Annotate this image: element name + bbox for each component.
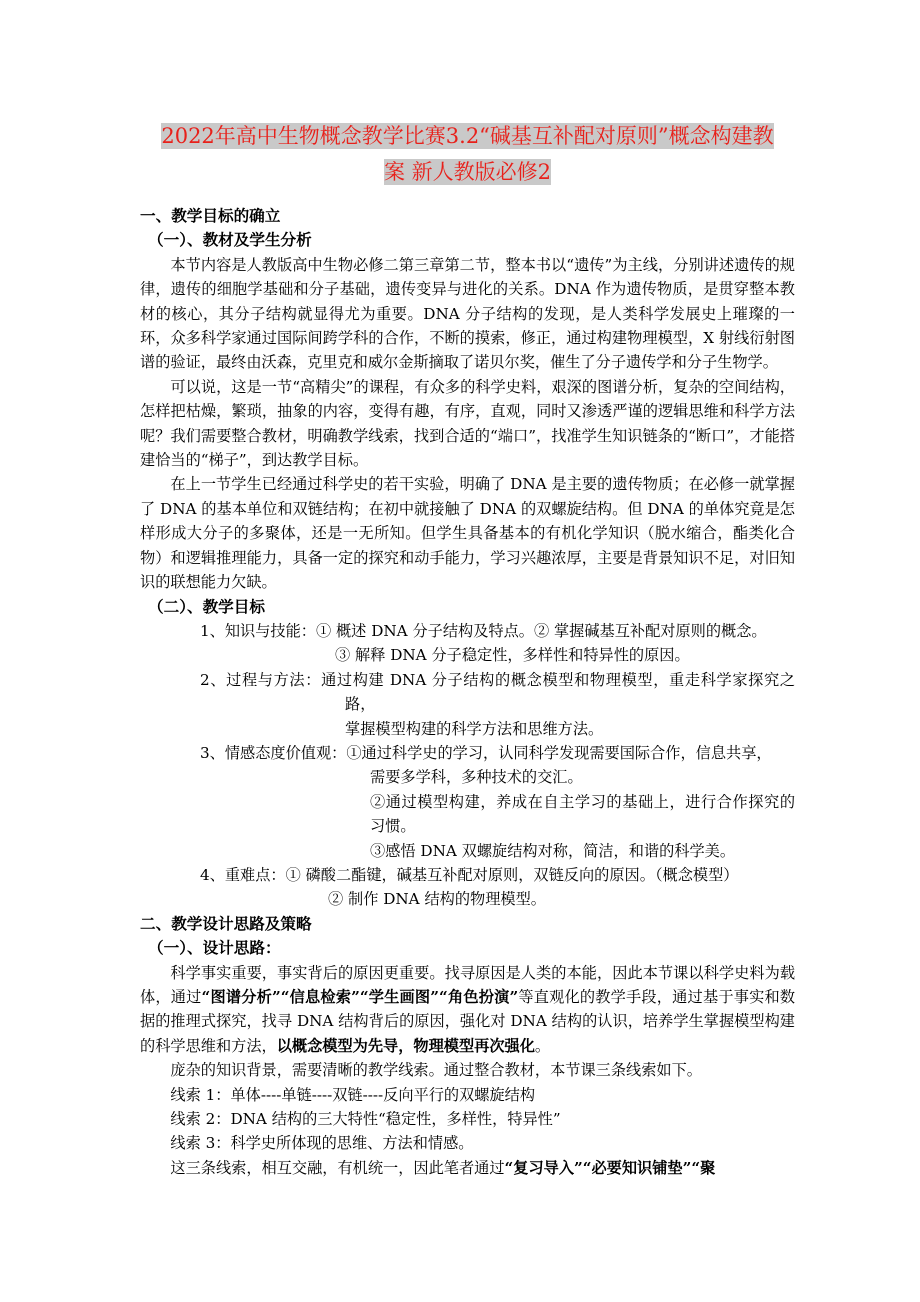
objective-knowledge-skills	[140, 619, 795, 643]
objective-label-1: 1、知识与技能：	[200, 621, 316, 640]
heading-teaching-objectives-establishment: 一、教学目标的确立	[140, 206, 281, 225]
heading-material-student-analysis: （一）、教材及学生分析	[148, 230, 312, 250]
design-emphasis-model: 以概念模型为先导，物理模型再次强化	[276, 1036, 535, 1055]
heading-teaching-objectives: （二）、教学目标	[148, 596, 265, 616]
design-text-part-1: 科学事实重要，事实背后的原因更重要。找寻原因是人类的本能，因此本节课以科学史料为载体，通过	[140, 963, 795, 1006]
clue-line-3: 线索 3：科学史所体现的思维、方法和情感。	[170, 1134, 474, 1153]
paragraph-design-approach	[140, 961, 795, 1059]
clue-line-2: 线索 2：DNA 结构的三大特性“稳定性，多样性，特异性”	[170, 1110, 561, 1129]
paragraph-clues-integration	[140, 1156, 795, 1180]
objective-text-3-line-1: ①通过科学史的学习，认同科学发现需要国际合作，信息共享，	[346, 743, 772, 762]
objective-text-1-line-1: ① 概述 DNA 分子结构及特点。② 掌握碱基互补配对原则的概念。	[315, 621, 767, 640]
objective-key-difficult-points	[140, 863, 795, 887]
integration-emphasis-stages: “复习导入”“必要知识铺垫”“聚	[504, 1158, 716, 1177]
heading-design-ideas-strategies: 二、教学设计思路及策略	[140, 913, 312, 933]
objective-label-2: 2、过程与方法：	[200, 670, 322, 689]
page-title	[140, 118, 795, 190]
objective-label-4: 4、重难点：	[200, 865, 286, 884]
clue-line-1: 线索 1：单体----单链----双链----反向平行的双螺旋结构	[170, 1085, 536, 1104]
objective-emotion-line-2: 需要多学科，多种技术的交汇。	[370, 768, 583, 787]
objective-emotion-line-3: ②通过模型构建，养成在自主学习的基础上，进行合作探究的习惯。	[370, 792, 795, 836]
objective-key-points-line-2: ② 制作 DNA 结构的物理模型。	[328, 890, 546, 909]
paragraph-student-prior-knowledge: 在上一节学生已经通过科学史的若干实验，明确了 DNA 是主要的遗传物质；在必修一就掌握了 DNA 的基本单位和双链结构；在初中就接触了 DNA 的双螺旋结构。但 DNA 的单体究竟是怎样形成大分子的多聚体，还是一无所知。但学生具备基本的有机化学知识（脱水缩合，酯类化合物）和逻辑推理能力，具备一定的探究和动手能力，学习兴趣浓厚，主要是背景知识不足，对旧知识的联想能力欠缺。	[140, 475, 795, 592]
design-text-part-2: 等直观化的教学手段，通过基于事实和数据的推理式探究，找寻 DNA 结构背后的原因，强化对 DNA 结构的认识，培养学生掌握模型构建的科学思维和方法，	[140, 988, 796, 1055]
objective-label-3: 3、情感态度价值观：	[200, 743, 347, 762]
page-title-line-1: 2022年高中生物概念教学比赛3.2“碱基互补配对原则”概念构建教	[161, 124, 774, 148]
heading-design-idea: （一）、设计思路：	[148, 938, 281, 958]
objective-emotion-line-4: ③感悟 DNA 双螺旋结构对称，简洁，和谐的科学美。	[370, 841, 736, 860]
document-body	[140, 204, 795, 1180]
paragraph-course-challenge: 可以说，这是一节“高精尖”的课程，有众多的科学史料，艰深的图谱分析，复杂的空间结构，怎样把枯燥，繁琐，抽象的内容，变得有趣，有序，直观，同时又渗透严谨的逻辑思维和科学方法呢？我们需要整合教材，明确教学线索，找到合适的“端口”，找准学生知识链条的“断口”，才能搭建恰当的“梯子”，到达教学目标。	[140, 377, 795, 470]
objective-process-method-line-2: 掌握模型构建的科学方法和思维方法。	[345, 719, 604, 738]
integration-text-part-1: 这三条线索，相互交融，有机统一，因此笔者通过	[170, 1158, 505, 1177]
paragraph-teaching-clues-intro: 庞杂的知识背景，需要清晰的教学线索。通过整合教材，本节课三条线索如下。	[170, 1061, 702, 1080]
design-text-part-3: 。	[534, 1036, 551, 1055]
design-emphasis-methods: “图谱分析”“信息检索”“学生画图”“角色扮演”	[201, 988, 519, 1006]
objective-knowledge-skills-line-2: ③ 解释 DNA 分子稳定性，多样性和特异性的原因。	[335, 646, 690, 665]
paragraph-lesson-content: 本节内容是人教版高中生物必修二第三章第二节，整本书以“遗传”为主线，分别讲述遗传的规律，遗传的细胞学基础和分子基础，遗传变异与进化的关系。DNA 作为遗传物质，是贯穿整本教材的核心，其分子结构就显得尤为重要。DNA 分子结构的发现，是人类科学发展史上璀璨的一环，众多科学家通过国际间跨学科的合作，不断的摸索，修正，通过构建物理模型，X 射线衍射图谱的验证，最终由沃森，克里克和威尔金斯摘取了诺贝尔奖，催生了分子遗传学和分子生物学。	[140, 255, 795, 372]
objective-emotion-attitude-values	[140, 741, 795, 765]
objective-text-2-line-1: 通过构建 DNA 分子结构的概念模型和物理模型，重走科学家探究之路，	[321, 670, 795, 714]
objective-process-method	[140, 668, 795, 717]
objective-text-4-line-1: ① 磷酸二酯键，碱基互补配对原则，双链反向的原因。（概念模型）	[285, 865, 739, 884]
page-title-line-2: 案 新人教版必修2	[383, 160, 552, 184]
